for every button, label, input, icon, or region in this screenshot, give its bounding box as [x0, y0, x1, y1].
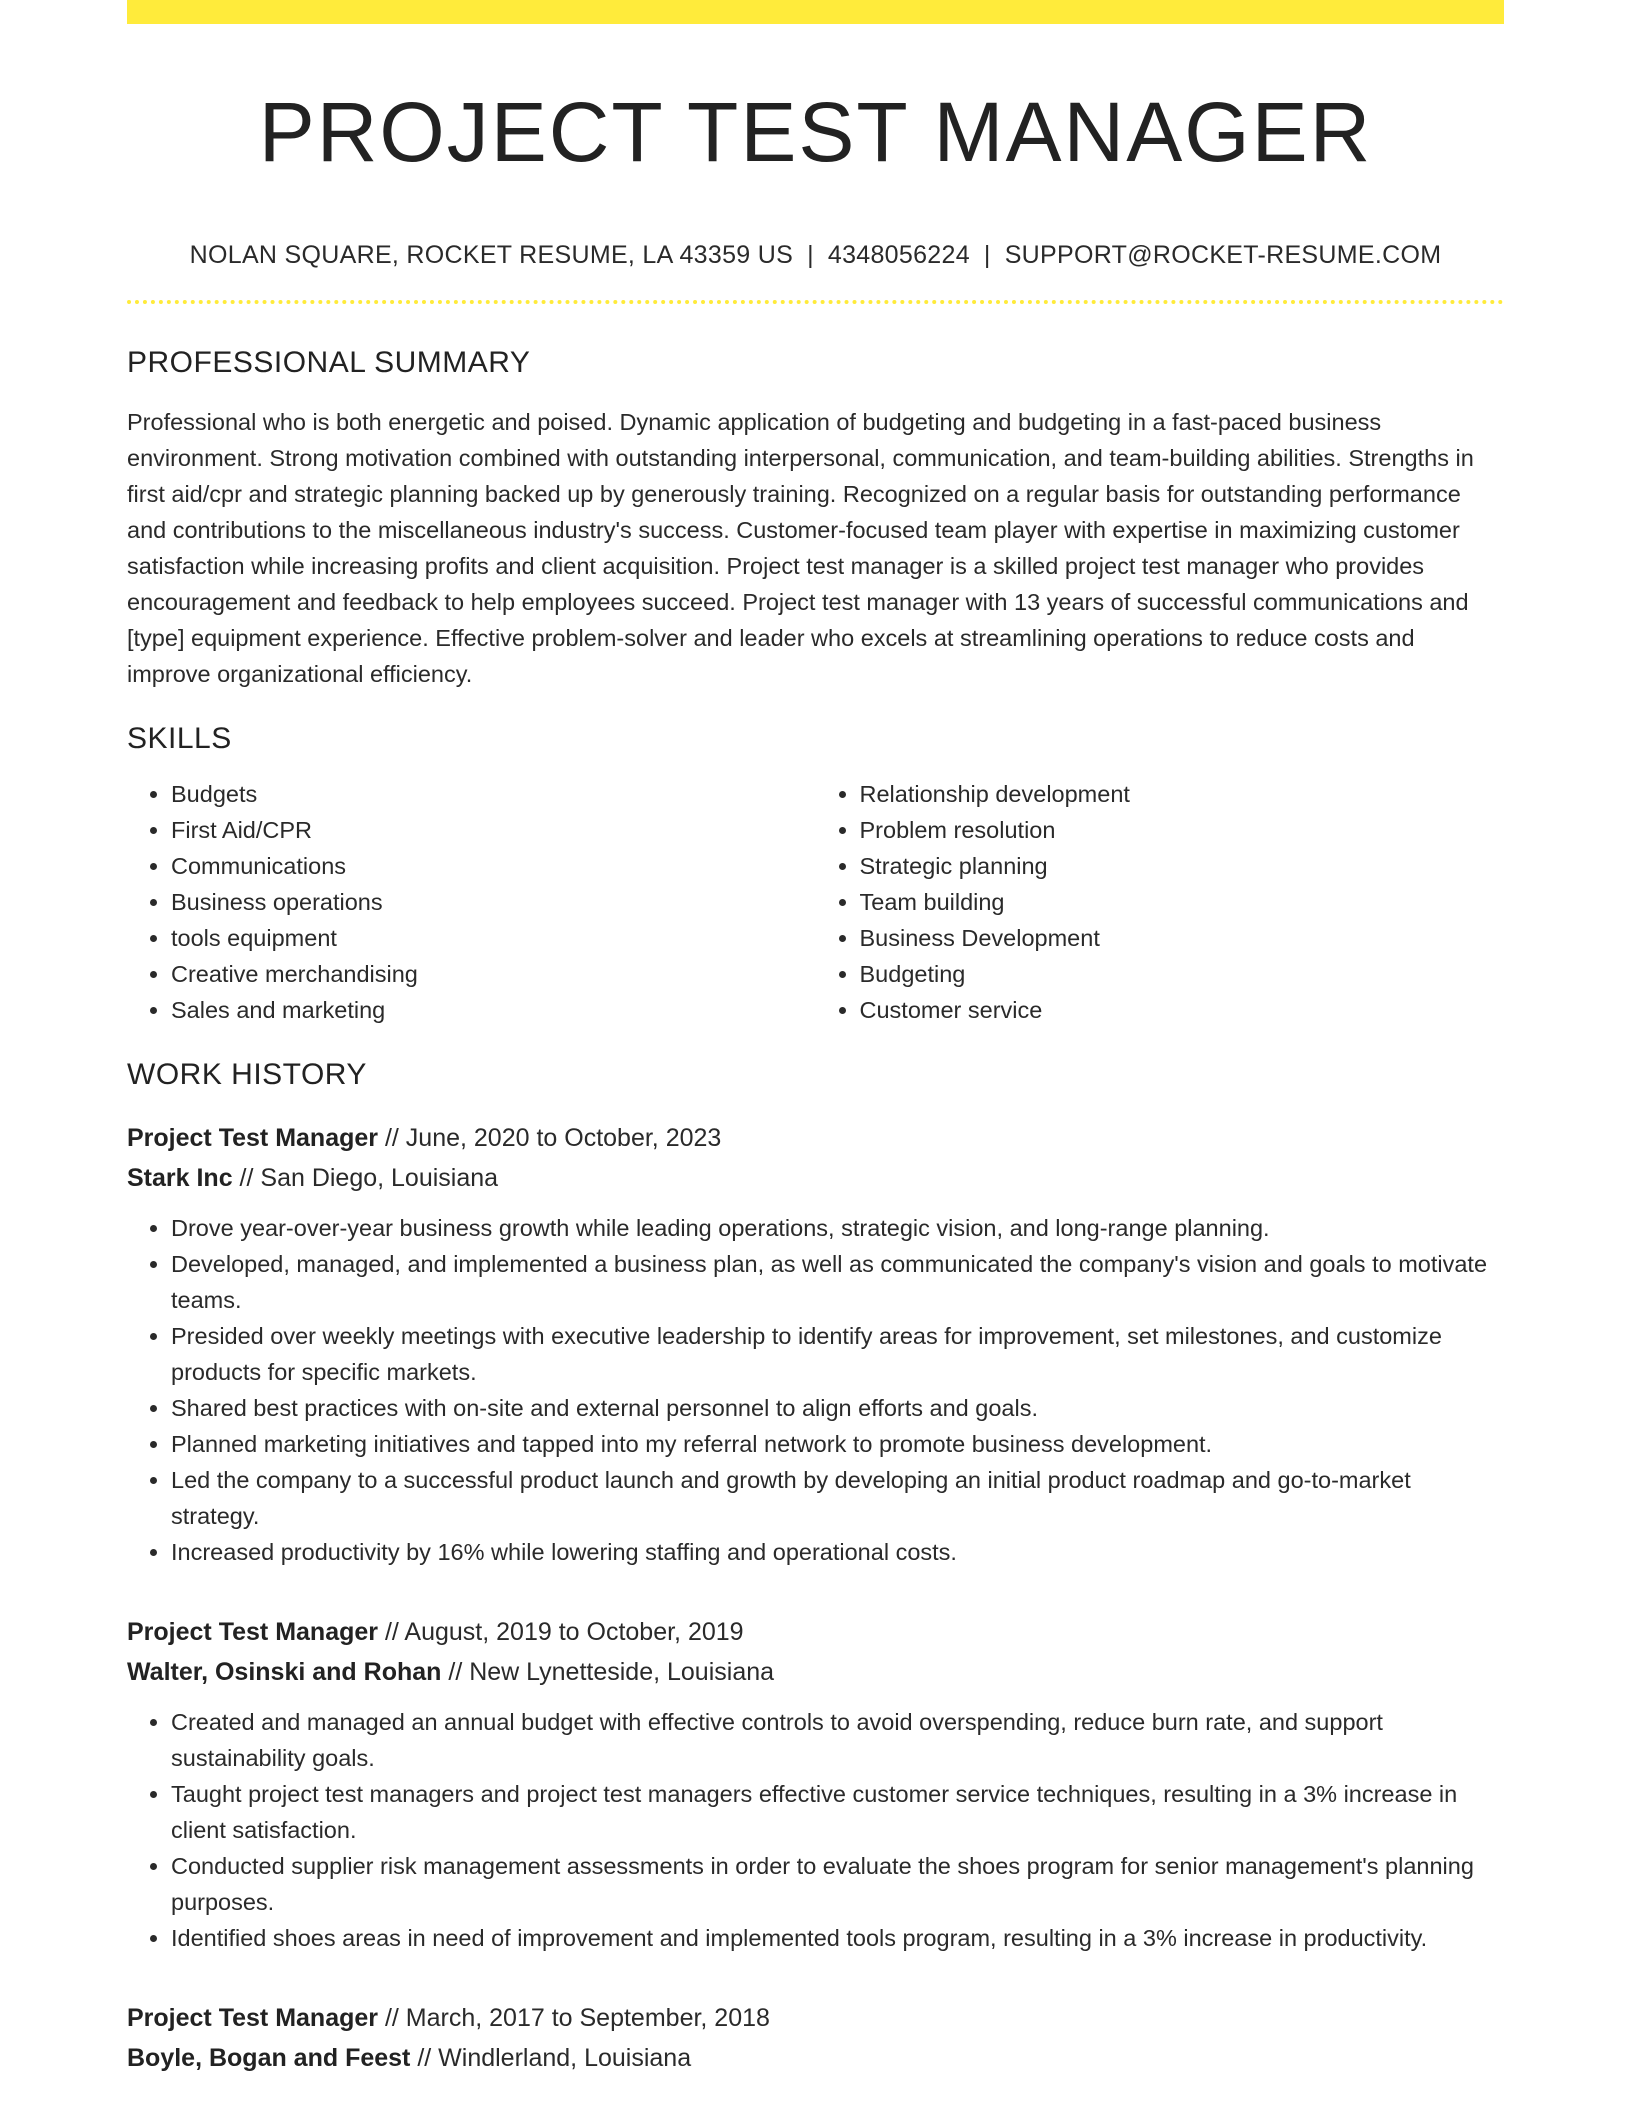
skill-item: • Relationship development — [860, 776, 1505, 812]
job-title: Project Test Manager — [127, 1617, 379, 1646]
company-name: Walter, Osinski and Rohan — [127, 1657, 442, 1686]
job-title: Project Test Manager — [127, 1123, 379, 1152]
phone-text: 4348056224 — [827, 240, 970, 269]
job-title: Project Test Manager — [127, 2003, 379, 2032]
company-location: // Windlerland, Louisiana — [410, 2043, 692, 2072]
job-bullet: • Led the company to a successful product launch and growth by developing an initial product roadmap and go-to-market strategy. — [171, 1462, 1504, 1534]
work-history-heading: WORK HISTORY — [127, 1057, 367, 1091]
job-bullet: • Increased productivity by 16% while lowering staffing and operational costs. — [171, 1534, 1504, 1570]
skill-item: • Communications — [171, 848, 816, 884]
job-entry — [127, 1612, 1504, 1956]
skill-item: • Budgets — [171, 776, 816, 812]
skill-item: • Problem resolution — [860, 812, 1505, 848]
skill-item: • Team building — [860, 884, 1505, 920]
skills-heading: SKILLS — [127, 721, 232, 755]
contact-line — [127, 241, 1504, 270]
job-bullets — [127, 1704, 1504, 1956]
company-name: Stark Inc — [127, 1163, 233, 1192]
contact-separator: | — [807, 240, 814, 269]
skill-item: • Sales and marketing — [171, 992, 816, 1028]
skill-item: • First Aid/CPR — [171, 812, 816, 848]
job-title-line — [127, 1998, 1504, 2038]
company-location: // San Diego, Louisiana — [232, 1163, 499, 1192]
company-line — [127, 1652, 1504, 1692]
skill-item: • Budgeting — [860, 956, 1505, 992]
job-entry — [127, 1998, 1504, 2078]
company-name: Boyle, Bogan and Feest — [127, 2043, 411, 2072]
job-bullet: • Presided over weekly meetings with executive leadership to identify areas for improvement, set milestones, and customize products for specific markets. — [171, 1318, 1504, 1390]
accent-top-bar — [127, 0, 1504, 24]
job-dates: // June, 2020 to October, 2023 — [378, 1123, 722, 1152]
job-bullet: • Created and managed an annual budget with effective controls to avoid overspending, reduce burn rate, and support sustainability goals. — [171, 1704, 1504, 1776]
skill-item: • Business Development — [860, 920, 1505, 956]
contact-separator: | — [983, 240, 991, 269]
job-bullet: • Shared best practices with on-site and external personnel to align efforts and goals. — [171, 1390, 1504, 1426]
job-bullets — [127, 1210, 1504, 1570]
job-bullet: • Identified shoes areas in need of improvement and implemented tools program, resulting in a 3% increase in productivity. — [171, 1920, 1504, 1956]
job-dates: // March, 2017 to September, 2018 — [378, 2003, 770, 2032]
company-line — [127, 2038, 1504, 2078]
skills-column-right — [816, 776, 1505, 1028]
summary-heading: PROFESSIONAL SUMMARY — [127, 345, 531, 379]
skill-item: • Strategic planning — [860, 848, 1505, 884]
company-line — [127, 1158, 1504, 1198]
skills-list — [127, 776, 1504, 1028]
email-text: SUPPORT@ROCKET-RESUME.COM — [1004, 240, 1442, 269]
job-entry — [127, 1118, 1504, 1570]
job-bullet: • Planned marketing initiatives and tapped into my referral network to promote business development. — [171, 1426, 1504, 1462]
skills-column-left — [127, 776, 816, 1028]
company-location: // New Lynetteside, Louisiana — [441, 1657, 775, 1686]
summary-text: Professional who is both energetic and poised. Dynamic application of budgeting and budgeting in a fast-paced business environment. Strong motivation combined with outstanding interpersonal, communication, and team-building abilities. Strengths in first aid/cpr and strategic planning backed up by generously training. Recognized on a regular basis for outstanding performance and contributions to the miscellaneous industry's success. Customer-focused team player with expertise in maximizing customer satisfaction while increasing profits and client acquisition. Project test manager is a skilled project test manager who provides encouragement and feedback to help employees succeed. Project test manager with 13 years of successful communications and [type] equipment experience. Effective problem-solver and leader who excels at streamlining operations to reduce costs and improve organizational efficiency. — [127, 408, 1474, 687]
job-dates: // August, 2019 to October, 2019 — [378, 1617, 744, 1646]
job-bullet: • Drove year-over-year business growth while leading operations, strategic vision, and long-range planning. — [171, 1210, 1504, 1246]
candidate-title: PROJECT TEST MANAGER — [258, 85, 1373, 179]
job-bullet: • Conducted supplier risk management assessments in order to evaluate the shoes program for senior management's planning purposes. — [171, 1848, 1504, 1920]
address-text: NOLAN SQUARE, ROCKET RESUME, LA 43359 US — [189, 240, 794, 269]
job-bullet: • Developed, managed, and implemented a business plan, as well as communicated the company's vision and goals to motivate teams. — [171, 1246, 1504, 1318]
dotted-divider — [127, 300, 1504, 304]
resume-content — [127, 24, 1504, 2078]
job-title-line — [127, 1612, 1504, 1652]
skill-item: • tools equipment — [171, 920, 816, 956]
job-title-line — [127, 1118, 1504, 1158]
skill-item: • Creative merchandising — [171, 956, 816, 992]
skill-item: • Business operations — [171, 884, 816, 920]
skill-item: • Customer service — [860, 992, 1505, 1028]
job-bullet: • Taught project test managers and project test managers effective customer service techniques, resulting in a 3% increase in client satisfaction. — [171, 1776, 1504, 1848]
